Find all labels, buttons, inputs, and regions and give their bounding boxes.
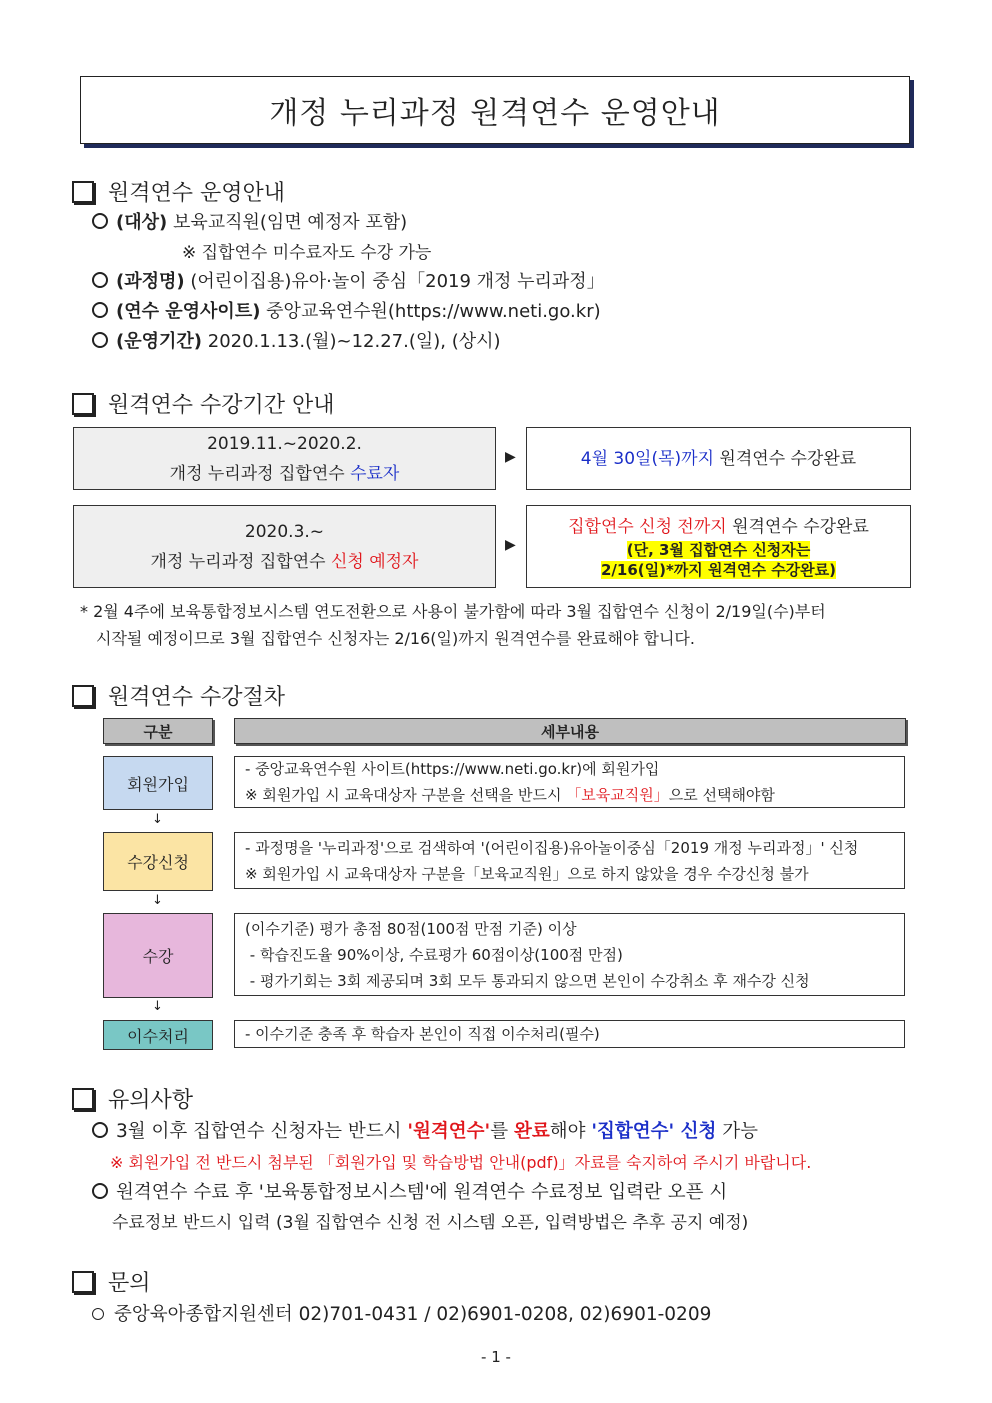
notice-item-2: 원격연수 수료 후 '보육통합정보시스템'에 원격연수 수료정보 입력란 오픈 시 [92, 1178, 727, 1204]
period-box-completed: 2019.11.~2020.2. 개정 누리과정 집합연수 수료자 [73, 427, 496, 490]
section-heading-2 [72, 388, 335, 419]
step-complete: 이수처리 [103, 1020, 213, 1050]
section-heading-text: 유의사항 [108, 1088, 194, 1113]
checkbox-icon [72, 1271, 94, 1293]
section-heading-text: 원격연수 수강기간 안내 [108, 393, 335, 418]
info-sub-note: ※ 집합연수 미수료자도 수강 가능 [182, 243, 432, 263]
step-signup-detail: - 중앙교육연수원 사이트(https://www.neti.go.kr)에 회원가입 ※ 회원가입 시 교육대상자 구분을 선택을 반드시 「보육교직원」으로 선택해야함 [234, 756, 905, 808]
info-item-target: (대상) 보육교직원(임면 예정자 포함) [92, 208, 407, 234]
info-item-site: (연수 운영사이트) 중앙교육연수원(https://www.neti.go.kr) [92, 297, 601, 323]
table-header-detail: 세부내용 [234, 718, 906, 744]
step-register-detail: - 과정명을 '누리과정'으로 검색하여 '(어린이집용)유아놀이중심「2019 개정 누리과정」' 신청 ※ 회원가입 시 교육대상자 구분을「보육교직원」으로 하지 않았을 경우 수강신청 불가 [234, 832, 905, 889]
deadline-box-1: 4월 30일(목)까지 원격연수 수강완료 [526, 427, 911, 490]
section-heading-3 [72, 680, 285, 711]
table-header-category: 구분 [103, 718, 213, 744]
footnote-line-2: 시작될 예정이므로 3월 집합연수 신청자는 2/16(일)까지 원격연수를 완료해야 합니다. [96, 629, 695, 648]
contact-line: 중앙육아종합지원센터 02)701-0431 / 02)6901-0208, 02)6901-0209 [92, 1300, 711, 1326]
checkbox-icon [72, 1088, 94, 1110]
period-box-applicant: 2020.3.~ 개정 누리과정 집합연수 신청 예정자 [73, 505, 496, 588]
circle-bullet-icon [92, 213, 108, 229]
section-heading-5 [72, 1266, 151, 1297]
notice-item-2-cont: 수료정보 반드시 입력 (3월 집합연수 신청 전 시스템 오픈, 입력방법은 추후 공지 예정) [112, 1213, 749, 1233]
deadline-box-2: 집합연수 신청 전까지 원격연수 수강완료 (단, 3월 집합연수 신청자는 2/16(일)*까지 원격연수 수강완료) [526, 505, 911, 588]
section-heading-4 [72, 1083, 193, 1114]
step-complete-detail: - 이수기준 충족 후 학습자 본인이 직접 이수처리(필수) [234, 1020, 905, 1048]
circle-bullet-icon [92, 272, 108, 288]
checkbox-icon [72, 685, 94, 707]
footnote-line-1: * 2월 4주에 보육통합정보시스템 연도전환으로 사용이 불가함에 따라 3월 집합연수 신청이 2/19일(수)부터 [80, 602, 826, 621]
arrow-right-icon: ▶ [505, 537, 516, 553]
section-heading-text: 원격연수 수강절차 [108, 685, 286, 710]
step-attend-detail: (이수기준) 평가 총점 80점(100점 만점 기준) 이상 - 학습진도율 90%이상, 수료평가 60점이상(100점 만점) - 평가기회는 3회 제공되며 3회 모두 통과되지 않으면 본인이 수강취소 후 재수강 신청 [234, 913, 905, 996]
circle-bullet-icon [92, 1308, 104, 1320]
step-attend: 수강 [103, 913, 213, 998]
circle-bullet-icon [92, 1183, 108, 1199]
arrow-down-icon: ↓ [152, 999, 163, 1014]
step-register: 수강신청 [103, 832, 213, 891]
info-item-course: (과정명) (어린이집용)유아·놀이 중심「2019 개정 누리과정」 [92, 267, 605, 293]
arrow-down-icon: ↓ [152, 812, 163, 827]
notice-item-1: 3월 이후 집합연수 신청자는 반드시 '원격연수'를 완료해야 '집합연수' 신청 가능 [92, 1117, 758, 1143]
circle-bullet-icon [92, 302, 108, 318]
arrow-down-icon: ↓ [152, 893, 163, 908]
circle-bullet-icon [92, 1122, 108, 1138]
circle-bullet-icon [92, 332, 108, 348]
arrow-right-icon: ▶ [505, 449, 516, 465]
step-signup: 회원가입 [103, 756, 213, 810]
page-title: 개정 누리과정 원격연수 운영안내 [80, 76, 910, 144]
section-heading-text: 원격연수 운영안내 [108, 181, 286, 206]
info-item-period: (운영기간) 2020.1.13.(월)~12.27.(일), (상시) [92, 327, 501, 353]
checkbox-icon [72, 393, 94, 415]
section-heading-1 [72, 176, 285, 207]
checkbox-icon [72, 181, 94, 203]
section-heading-text: 문의 [108, 1271, 151, 1296]
page-number: - 1 - [481, 1348, 511, 1366]
notice-red-note: ※ 회원가입 전 반드시 첨부된 「회원가입 및 학습방법 안내(pdf)」자료를 숙지하여 주시기 바랍니다. [110, 1153, 812, 1172]
